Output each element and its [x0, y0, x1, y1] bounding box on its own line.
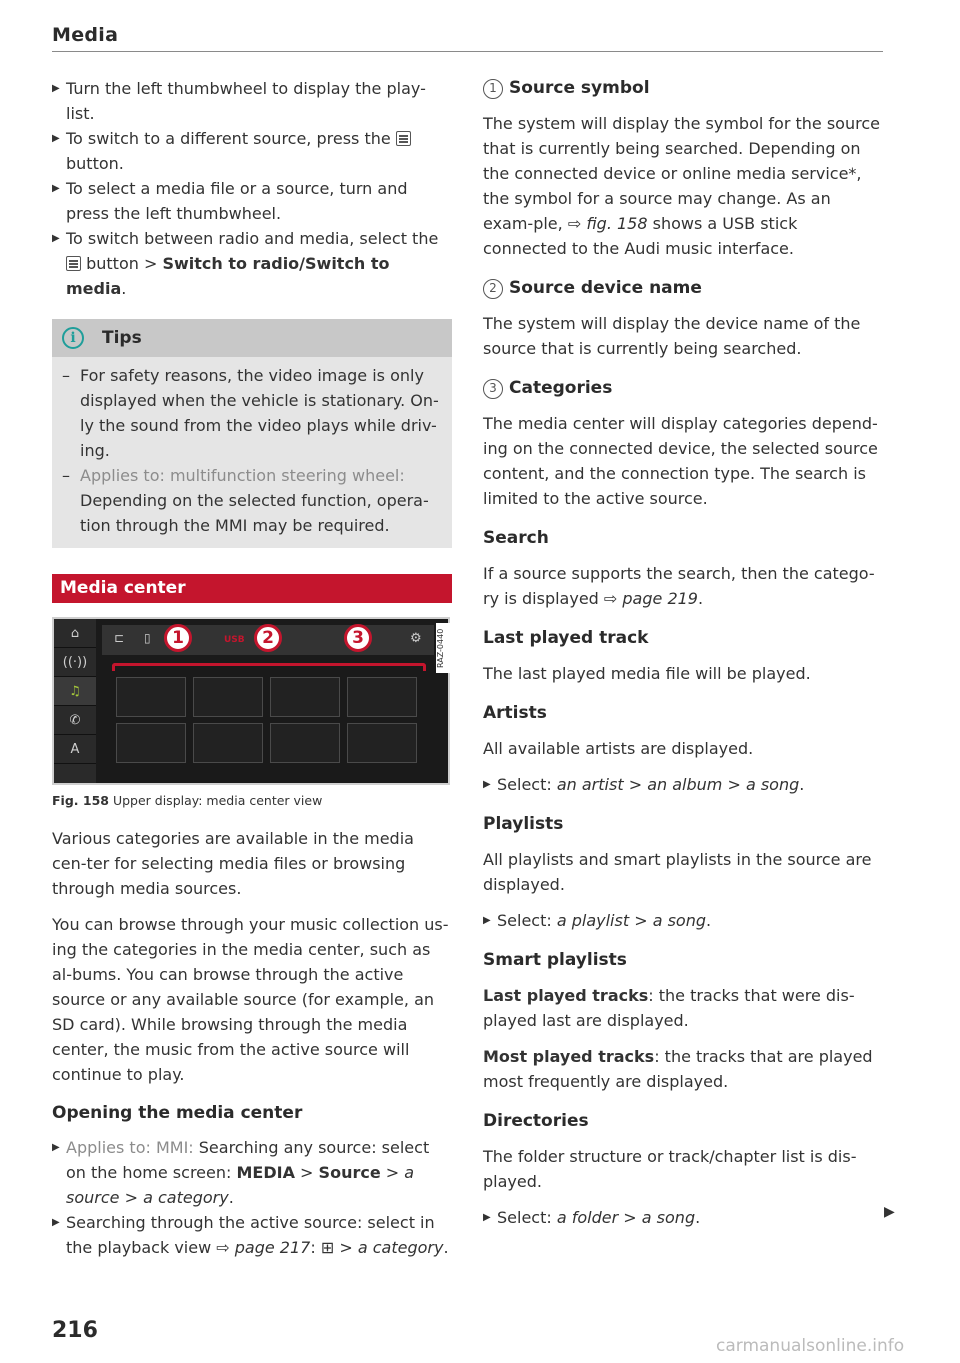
- menu-button-icon: [396, 131, 411, 146]
- playlists-text: All playlists and smart playlists in the source are displayed.: [483, 850, 872, 894]
- back-icon: ⊏: [114, 631, 125, 645]
- figure-caption: Fig. 158 Upper display: media center view: [52, 793, 323, 808]
- tip-item: – For safety reasons, the video image is only displayed when the vehicle is stationary. On-ly the sound from the video plays while driv-ing.: [62, 366, 439, 460]
- last-played-text: The last played media file will be played.: [483, 664, 811, 683]
- watermark: carmanualsonline.info: [716, 1336, 905, 1356]
- category-tile: [270, 723, 340, 763]
- source-symbol-text: The system will display the symbol for the source that is currently being searched. Depending on the connected device or online media service*, the symbol for a source may change. As an exam-ple, ⇨ fig. 158 shows a USB stick connected to the Audi music interface.: [483, 114, 880, 258]
- section-title-media-center: Media center: [52, 574, 452, 603]
- home-icon: ⌂: [54, 619, 96, 648]
- heading-categories: 3 Categories: [483, 376, 883, 401]
- category-tile: [193, 723, 263, 763]
- step-select-artist: ▶ Select: an artist > an album > a song.: [483, 772, 883, 797]
- categories-text: The media center will display categories depend-ing on the connected device, the selected source content, and the connection type. The search is limited to the active source.: [483, 414, 878, 508]
- radio-icon: ((·)): [54, 648, 96, 677]
- category-tile: [347, 677, 417, 717]
- grid-icon: ⊞: [320, 1238, 335, 1257]
- music-note-icon: ♫: [54, 677, 96, 706]
- step-arrow-icon: ▶: [483, 779, 491, 790]
- search-text: If a source supports the search, then the catego-ry is displayed ⇨ page 219.: [483, 564, 875, 608]
- page-reference-link[interactable]: ⇨ page 219: [603, 589, 698, 608]
- step-arrow-icon: ▶: [52, 233, 60, 244]
- heading-artists: Artists: [483, 703, 547, 723]
- step-arrow-icon: ▶: [483, 1212, 491, 1223]
- step-arrow-icon: ▶: [52, 183, 60, 194]
- media-center-intro: Various categories are available in the media cen-ter for selecting media files or browsing through media sources.: [52, 829, 414, 898]
- phone-icon: ✆: [54, 706, 96, 735]
- step-arrow-icon: ▶: [52, 1217, 60, 1228]
- circled-number: 1: [483, 79, 503, 99]
- heading-directories: Directories: [483, 1111, 589, 1131]
- settings-gear-icon: ⚙: [410, 631, 422, 646]
- step-arrow-icon: ▶: [52, 133, 60, 144]
- step-switch-source: ▶ To switch to a different source, press the button.: [52, 126, 452, 176]
- heading-source-symbol: 1 Source symbol: [483, 76, 883, 101]
- figure-code: RAZ-0440: [436, 623, 450, 673]
- left-column: [52, 76, 452, 1260]
- category-tile: [270, 677, 340, 717]
- step-open-any-source: ▶ Applies to: MMI: Searching any source: select on the home screen: MEDIA > Source > a source > a category.: [52, 1135, 452, 1210]
- category-tile: [116, 723, 186, 763]
- menu-button-icon: [66, 256, 81, 271]
- step-select-folder: ▶ Select: a folder > a song.: [483, 1205, 883, 1230]
- step-arrow-icon: ▶: [52, 1142, 60, 1153]
- tips-box: [52, 319, 452, 548]
- callout-1: 1: [164, 624, 192, 652]
- categories-bracket: [112, 663, 426, 671]
- usb-label: USB: [224, 635, 245, 645]
- step-open-active-source: ▶ Searching through the active source: select in the playback view ⇨ page 217: ⊞ > a category.: [52, 1210, 452, 1260]
- tip-item: – Applies to: multifunction steering wheel: Depending on the selected function, opera-tion through the MMI may be required.: [62, 466, 429, 535]
- step-select-media-file: ▶ To select a media file or a source, turn and press the left thumbwheel.: [52, 176, 452, 226]
- media-center-browse: You can browse through your music collection us-ing the categories in the media center, such as al-bums. You can browse through the active source or any available source (for example, an SD card). While browsing through the media center, the music from the active source will continue to play.: [52, 915, 449, 1084]
- directories-text: The folder structure or track/chapter list is dis-played.: [483, 1147, 857, 1191]
- circled-number: 3: [483, 379, 503, 399]
- figure-media-center-view: [52, 617, 450, 785]
- category-tile: [347, 723, 417, 763]
- heading-source-device-name: 2 Source device name: [483, 276, 883, 301]
- right-column: [483, 76, 883, 1230]
- smart-most-played-text: Most played tracks: the tracks that are played most frequently are displayed.: [483, 1047, 873, 1091]
- figure-sidebar: [54, 619, 96, 783]
- heading-opening-media-center: Opening the media center: [52, 1103, 303, 1123]
- step-select-playlist: ▶ Select: a playlist > a song.: [483, 908, 883, 933]
- continue-arrow-icon: ▶: [884, 1204, 895, 1220]
- heading-smart-playlists: Smart playlists: [483, 950, 627, 970]
- figure-reference-link[interactable]: ⇨ fig. 158: [567, 214, 648, 233]
- page-reference-link[interactable]: ⇨ page 217: [216, 1238, 311, 1257]
- heading-last-played-track: Last played track: [483, 628, 649, 648]
- tips-header: i Tips: [52, 319, 452, 357]
- heading-search: Search: [483, 528, 549, 548]
- callout-3: 3: [344, 624, 372, 652]
- header-divider: [52, 51, 883, 52]
- step-arrow-icon: ▶: [52, 83, 60, 94]
- category-tile: [193, 677, 263, 717]
- navigation-icon: A: [54, 735, 96, 764]
- callout-2: 2: [254, 624, 282, 652]
- step-arrow-icon: ▶: [483, 915, 491, 926]
- page-header-title: Media: [52, 24, 119, 46]
- heading-playlists: Playlists: [483, 814, 564, 834]
- circled-number: 2: [483, 279, 503, 299]
- info-icon: i: [62, 327, 84, 349]
- smart-last-played-text: Last played tracks: the tracks that were dis-played last are displayed.: [483, 986, 855, 1030]
- step-switch-radio-media: ▶ To switch between radio and media, select the button > Switch to radio/Switch to media.: [52, 226, 452, 301]
- category-tile: [116, 677, 186, 717]
- artists-text: All available artists are displayed.: [483, 739, 754, 758]
- source-device-name-text: The system will display the device name of the source that is currently being searched.: [483, 314, 861, 358]
- step-thumbwheel-playlist: ▶ Turn the left thumbwheel to display the play-list.: [52, 76, 452, 126]
- device-icon: ▯: [144, 631, 151, 645]
- page-number: 216: [52, 1318, 98, 1343]
